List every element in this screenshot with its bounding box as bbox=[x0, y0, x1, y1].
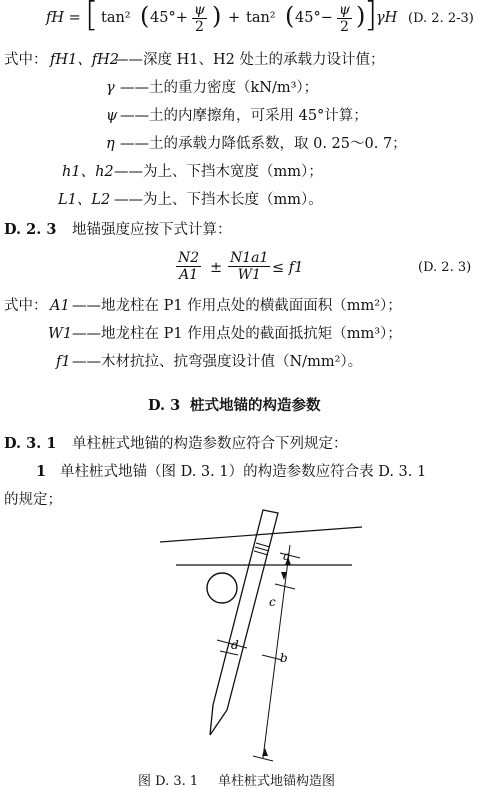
w1: W1 bbox=[237, 267, 261, 283]
def-text: ——土的重力密度（kN/m³）； bbox=[120, 80, 319, 96]
def-text: ——地龙柱在 P1 作用点处的横截面面积（mm²）； bbox=[72, 298, 402, 314]
left-bracket: [ bbox=[85, 0, 99, 35]
two-b: 2 bbox=[340, 19, 349, 35]
arrow-head bbox=[262, 748, 268, 756]
clause-number: D. 3. 1 bbox=[4, 435, 57, 452]
open-paren-b: ( bbox=[285, 2, 295, 30]
item-number: 1 bbox=[36, 463, 47, 480]
a1: A1 bbox=[179, 267, 199, 283]
def-symbol: h1、h2 bbox=[62, 164, 114, 180]
rope-wrap-line bbox=[256, 543, 270, 547]
log-circle bbox=[207, 573, 237, 603]
def-text: ——土的承载力降低系数，取 0. 25～0. 7； bbox=[120, 136, 407, 152]
two-a: 2 bbox=[195, 19, 204, 35]
plus-sign: + bbox=[228, 10, 241, 26]
def-lead: 式中： bbox=[4, 52, 48, 68]
dimension-label-b: b bbox=[280, 651, 288, 665]
psi-b: ψ bbox=[339, 2, 350, 18]
figure-caption-text: 单柱桩式地锚构造图 bbox=[218, 774, 336, 789]
clause-number: D. 2. 3 bbox=[4, 221, 57, 238]
def-text: ——木材抗拉、抗弯强度设计值（N/mm²）。 bbox=[72, 354, 363, 370]
plus-minus: ± bbox=[210, 260, 223, 276]
tan2-b: tan² bbox=[246, 10, 276, 26]
formula-label-d23: (D. 2. 3) bbox=[418, 260, 472, 275]
figure-caption-number: 图 D. 3. 1 bbox=[138, 774, 199, 789]
def-text: ——地龙柱在 P1 作用点处的截面抵抗矩（mm³）； bbox=[72, 326, 402, 342]
right-bracket: ] bbox=[364, 0, 378, 35]
item-text: 单柱桩式地锚（图 D. 3. 1）的构造参数应符合表 D. 3. 1 bbox=[60, 464, 427, 480]
def-text: ——深度 H1、H2 处土的承载力设计值； bbox=[114, 52, 385, 68]
rope-wrap-line bbox=[255, 547, 269, 551]
dimension-label-d: d bbox=[231, 638, 239, 652]
clause-text: 地锚强度应按下式计算： bbox=[72, 222, 232, 238]
def-text: ——土的内摩擦角，可采用 45°计算； bbox=[120, 108, 368, 124]
item-text-continued: 的规定； bbox=[4, 492, 62, 508]
def-symbol: η bbox=[106, 136, 115, 152]
close-paren-a: ) bbox=[212, 2, 222, 30]
def-symbol: L1、L2 bbox=[58, 192, 111, 208]
dimension-label-c: c bbox=[269, 595, 276, 609]
clause-text: 单柱桩式地锚的构造参数应符合下列规定： bbox=[72, 436, 348, 452]
deg45-a: 45°+ bbox=[150, 10, 188, 26]
formula-lhs: fH = bbox=[46, 10, 81, 26]
le-f1: ≤ f1 bbox=[272, 260, 304, 276]
section-number: D. 3 bbox=[148, 397, 181, 414]
tan2-a: tan² bbox=[101, 10, 131, 26]
stake-body bbox=[210, 510, 278, 735]
def-lead: 式中： bbox=[4, 298, 48, 314]
ground-line-upper bbox=[160, 527, 362, 542]
def-symbol: f1 bbox=[56, 354, 71, 370]
def-text: ——为上、下挡木长度（mm）。 bbox=[114, 192, 323, 208]
rope-wrap-line bbox=[254, 551, 268, 555]
close-paren-b: ) bbox=[356, 2, 366, 30]
def-symbol: W1 bbox=[48, 326, 73, 342]
def-text: ——为上、下挡木宽度（mm）； bbox=[114, 164, 323, 180]
formula-label-d223: (D. 2. 2-3) bbox=[408, 11, 474, 26]
dimension-tick bbox=[262, 655, 282, 660]
section-title: 桩式地锚的构造参数 bbox=[190, 397, 321, 414]
n2: N2 bbox=[178, 250, 200, 266]
n1a1: N1a1 bbox=[230, 250, 269, 266]
deg45-b: 45°− bbox=[295, 10, 333, 26]
psi-a: ψ bbox=[194, 2, 205, 18]
gamma-h: γH bbox=[376, 10, 398, 26]
def-symbol: fH1、fH2 bbox=[50, 52, 119, 68]
def-symbol: A1 bbox=[50, 298, 70, 314]
def-symbol: ψ bbox=[106, 108, 118, 124]
def-symbol: γ bbox=[106, 80, 115, 96]
open-paren-a: ( bbox=[140, 2, 150, 30]
dimension-label-a: a bbox=[283, 549, 291, 563]
